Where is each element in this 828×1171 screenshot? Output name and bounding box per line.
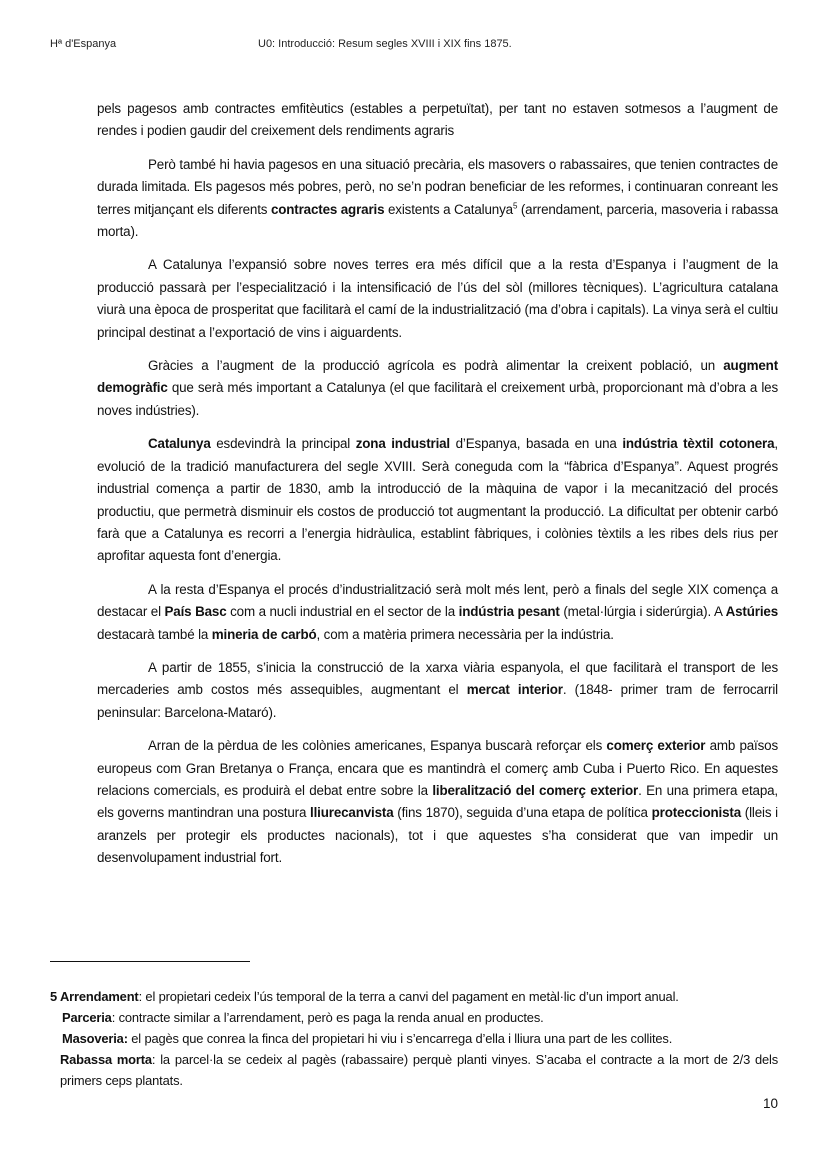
text-run: (fins 1870), seguida d’una etapa de política	[393, 805, 652, 821]
text-run: : el propietari cedeix l’ús temporal de la terra a canvi del pagament en metàl·lic d’un import anual.	[138, 989, 679, 1004]
footnote-line	[50, 1028, 778, 1049]
bold-term: augment demogràfic	[97, 358, 778, 396]
bold-term: País Basc	[164, 604, 227, 620]
footnote-reference: 5	[512, 201, 518, 211]
footnote-line	[50, 1007, 778, 1028]
paragraph	[97, 254, 778, 344]
text-run: esdevindrà la principal	[210, 436, 356, 452]
bold-term: Masoveria:	[62, 1031, 128, 1046]
bold-term: lliurecanvista	[310, 805, 394, 821]
text-run: . (1848- primer tram de ferrocarril peninsular: Barcelona-Mataró).	[97, 682, 778, 720]
text-run: existents a Catalunya	[384, 201, 513, 217]
text-run: : la parcel·la se cedeix al pagès (rabassaire) perquè planti vinyes. S’acaba el contracte a la mort de 2/3 dels primers ceps plantats.	[60, 1052, 778, 1088]
page-number: 10	[762, 1096, 778, 1111]
bold-term: comerç exterior	[606, 738, 706, 754]
text-run: amb països europeus com Gran Bretanya o França, encara que es mantindrà el comerç amb Cuba i Puerto Rico. En aquestes relacions comercials, es produirà el debat entre sobre la	[97, 738, 779, 798]
footnote-line	[50, 986, 778, 1007]
text-run: (metal·lúrgia i siderúrgia). A	[559, 604, 726, 620]
text-run: A la resta d’Espanya el procés d’industrialització serà molt més lent, però a finals del segle XIX comença a destacar el	[97, 581, 778, 620]
text-run: , evolució de la tradició manufacturera del segle XVIII. Serà coneguda com la “fàbrica d’Espanya”. Aquest progrés industrial comença a partir de 1830, amb la introducció de la màquina de vapor i la mecanització del procés productiu, que permetrà disminuir els costos de producció tot augmentant la producció. La dificultat per obtenir carbó farà que a Catalunya es recorri a l’energia hidràulica, establint fàbriques, i colònies tèxtils a les ribes dels rius per aprofitar aquesta font d’energia.	[97, 436, 778, 564]
text-run: com a nucli industrial en el sector de la	[226, 604, 459, 620]
text-run: que serà més important a Catalunya (el que facilitarà el creixement urbà, proporcionant mà d’obra a les noves indústries).	[97, 380, 778, 418]
paragraph	[97, 433, 778, 567]
bold-term: Rabassa morta	[60, 1052, 152, 1067]
bold-term: Arrendament	[59, 989, 139, 1004]
footnote-line	[50, 1049, 778, 1091]
bold-term: liberalització del comerç exterior	[432, 782, 639, 798]
text-run: (arrendament, parceria, masoveria i rabassa morta).	[97, 201, 778, 240]
bold-term: indústria tèxtil cotonera	[622, 436, 775, 452]
text-run: , com a matèria primera necessària per la indústria.	[316, 626, 614, 642]
paragraph	[97, 579, 778, 646]
text-run: pels pagesos amb contractes emfitèutics (estables a perpetuïtat), per tant no estaven sotmesos a l’augment de rendes i podien gaudir del creixement dels rendiments agraris	[97, 101, 778, 139]
bold-term: zona industrial	[355, 436, 451, 452]
bold-term: mercat interior	[466, 682, 563, 698]
paragraph	[97, 154, 778, 244]
paragraph	[97, 355, 778, 422]
text-run: A Catalunya l’expansió sobre noves terres era més difícil que a la resta d’Espanya i l’augment de la producció passarà per l’especialització i la intensificació de l’ús del sòl (millores tècniques). L’agricultura catalana viurà una època de prosperitat que facilitarà el camí de la industrialització (ma d’obra i capitals). La vinya serà el cultiu principal destinat a l’exportació de vins i aiguardents.	[97, 257, 778, 340]
paragraph	[97, 735, 778, 869]
text-run: (lleis i aranzels per protegir els productes nacionals), tot i que aquestes s’ha considerat que van impedir un desenvolupament industrial fort.	[97, 805, 779, 866]
header-subject: Hª d'Espanya	[50, 38, 117, 50]
bold-term: mineria de carbó	[211, 626, 317, 642]
bold-term: 5	[50, 989, 60, 1004]
text-run: Però també hi havia pagesos en una situació precària, els masovers o rabassaires, que tenien contractes de durada limitada. Els pagesos més pobres, però, no se’n podran beneficiar de les reformes, i continuaran conreant les terres mitjançant els diferents	[97, 156, 778, 217]
text-run: : contracte similar a l’arrendament, però es paga la renda anual en productes.	[111, 1010, 544, 1025]
bold-term: indústria pesant	[458, 604, 560, 620]
footnote-separator	[50, 961, 250, 962]
bold-term: Parceria	[62, 1010, 112, 1025]
bold-term: contractes agraris	[270, 201, 385, 217]
paragraph	[97, 98, 778, 143]
text-run: destacarà també la	[97, 626, 212, 642]
bold-term: Catalunya	[148, 436, 211, 452]
text-run: . En una primera etapa, els governs mantindran una postura	[97, 782, 778, 821]
bold-term: proteccionista	[651, 805, 742, 821]
text-run: Arran de la pèrdua de les colònies americanes, Espanya buscarà reforçar els	[148, 738, 607, 754]
document-body	[97, 98, 778, 881]
footnotes	[50, 986, 778, 1091]
header-unit-title: U0: Introducció: Resum segles XVIII i XIX fins 1875.	[258, 38, 512, 50]
text-run: Gràcies a l’augment de la producció agrícola es podrà alimentar la creixent població, un	[148, 358, 724, 374]
text-run: d’Espanya, basada en una	[450, 436, 623, 452]
bold-term: Astúries	[725, 604, 778, 620]
text-run: A partir de 1855, s’inicia la construcció de la xarxa viària espanyola, el que facilitarà el transport de les mercaderies amb costos més assequibles, augmentant el	[97, 659, 778, 698]
paragraph	[97, 657, 778, 724]
text-run: el pagès que conrea la finca del propietari hi viu i s’encarrega d’ella i lliura una part de les collites.	[127, 1031, 673, 1046]
